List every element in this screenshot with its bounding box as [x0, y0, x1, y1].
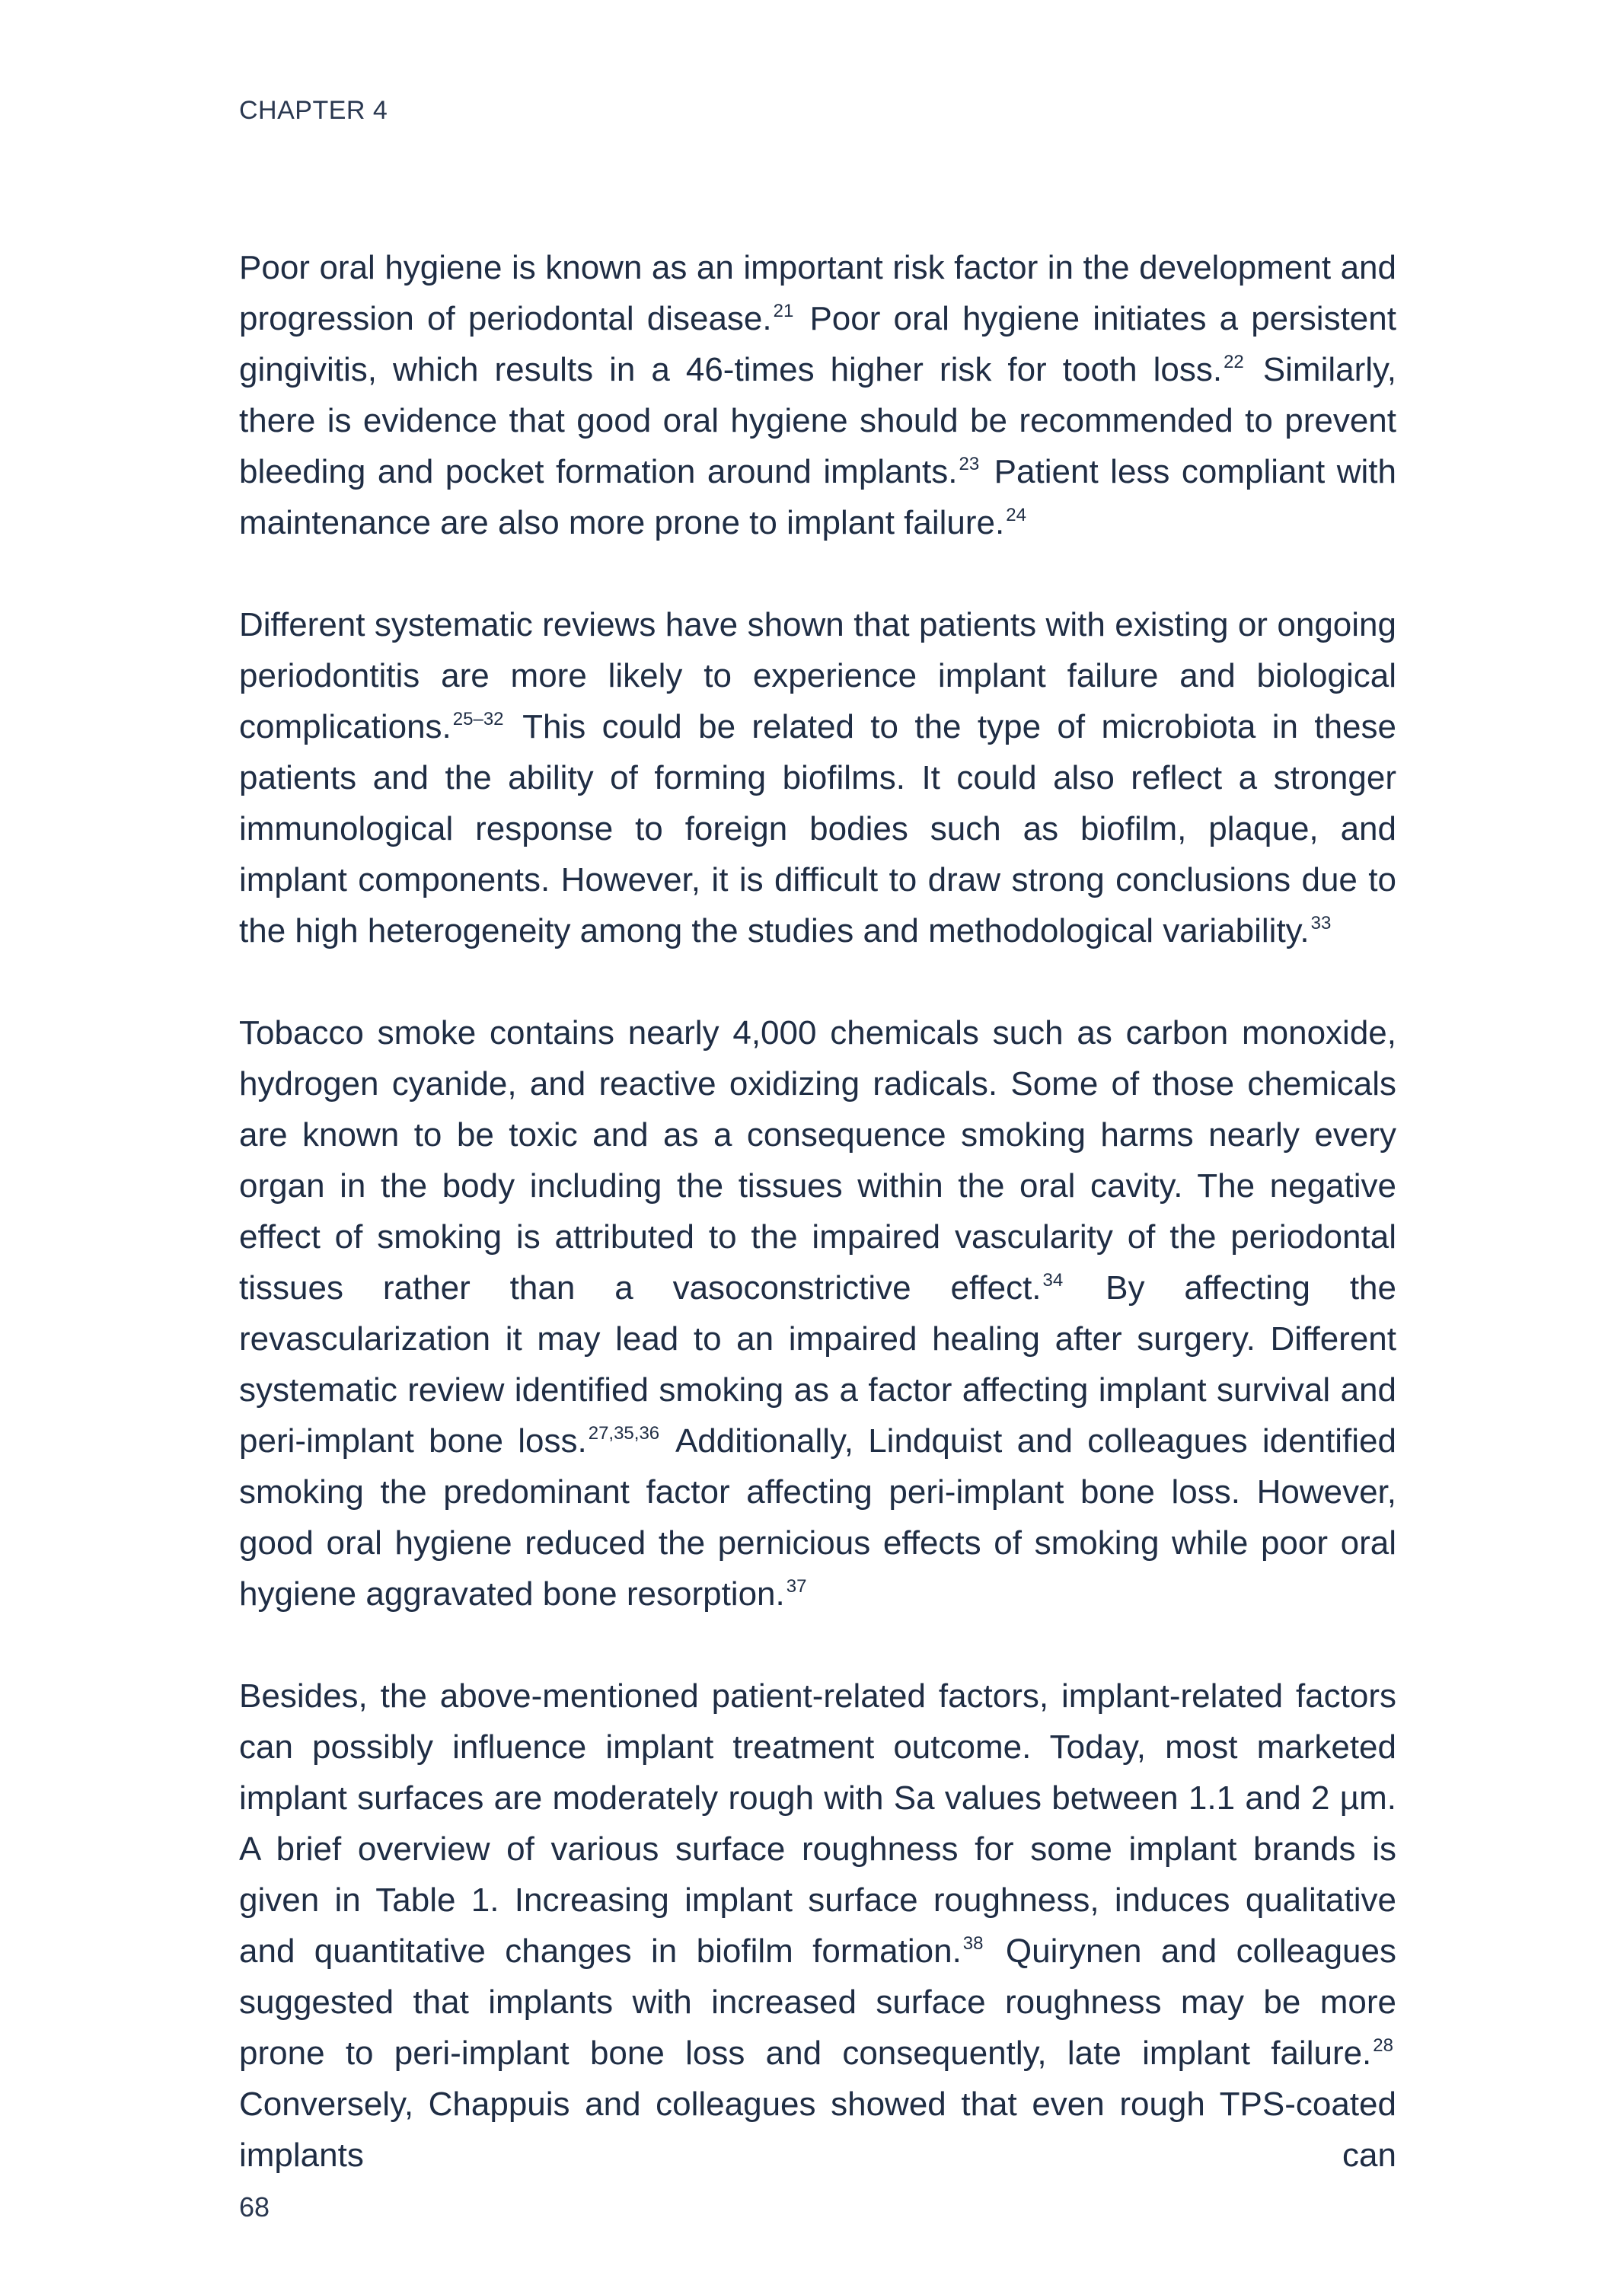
text-run: Besides, the above-mentioned patient-related factors, implant-related factors can possibly influence implant treatment outcome. Today, most marketed implant surfaces are moderately rough with Sa values between 1.1 and 2 µm. A brief overview of various surface roughness for some implant brands is given in Table 1. Increasing implant surface roughness, induces qualitative and quantitative changes in biofilm formation. [239, 1677, 1396, 1970]
text-run: Different systematic reviews have shown that patients with existing or ongoing periodontitis are more likely to experience implant failure and biological complications. [239, 606, 1396, 745]
page-number: 68 [239, 2191, 270, 2223]
citation: 34 [1042, 1270, 1064, 1291]
citation: 24 [1006, 505, 1026, 525]
text-run: This could be related to the type of microbiota in these patients and the ability of forming biofilms. It could also reflect a stronger immunological response to foreign bodies such as biofilm, plaque, and implant components. However, it is difficult to draw strong conclusions due to the high heterogeneity among the studies and methodological variability. [239, 708, 1396, 949]
citation: 38 [962, 1933, 984, 1954]
text-run: Poor oral hygiene initiates a persistent gingivitis, which results in a 46-times higher risk for tooth loss. [239, 300, 1396, 388]
paragraph-3 [239, 1007, 1396, 1620]
paragraph-4 [239, 1671, 1396, 2181]
text-run: Conversely, Chappuis and colleagues showed that even rough TPS-coated implants can [239, 2086, 1396, 2174]
citation: 33 [1310, 913, 1332, 933]
citation: 22 [1224, 352, 1244, 372]
citation: 25–32 [452, 709, 504, 729]
citation: 23 [959, 454, 980, 474]
citation: 37 [786, 1576, 807, 1597]
paragraph-2 [239, 599, 1396, 956]
text-run: Similarly, there is evidence that good oral hygiene should be recommended to prevent bleeding and pocket formation around implants. [239, 351, 1396, 490]
text-run: Additionally, Lindquist and colleagues identified smoking the predominant factor affecting peri-implant bone loss. However, good oral hygiene reduced the pernicious effects of smoking while poor oral hygiene aggravated bone resorption. [239, 1422, 1396, 1613]
paragraph-1 [239, 242, 1396, 548]
text-run: By affecting the revascularization it may lead to an impaired healing after surgery. Different systematic review identified smoking as a factor affecting implant survival and peri-implant bone loss. [239, 1269, 1396, 1460]
text-run: Tobacco smoke contains nearly 4,000 chemicals such as carbon monoxide, hydrogen cyanide, and reactive oxidizing radicals. Some of those chemicals are known to be toxic and as a consequence smoking harms nearly every organ in the body including the tissues within the oral cavity. The negative effect of smoking is attributed to the impaired vascularity of the periodontal tissues rather than a vasoconstrictive effect. [239, 1014, 1396, 1307]
citation: 27,35,36 [588, 1423, 660, 1444]
text-run: Patient less compliant with maintenance are also more prone to implant failure. [239, 453, 1397, 541]
citation: 21 [773, 301, 794, 321]
text-run: Poor oral hygiene is known as an important risk factor in the development and progression of periodontal disease. [239, 249, 1396, 337]
citation: 28 [1373, 2035, 1393, 2056]
running-head: CHAPTER 4 [239, 96, 388, 125]
body-text [239, 242, 1396, 2181]
text-run: Quirynen and colleagues suggested that implants with increased surface roughness may be more prone to peri-implant bone loss and consequently, late implant failure. [239, 1932, 1396, 2072]
